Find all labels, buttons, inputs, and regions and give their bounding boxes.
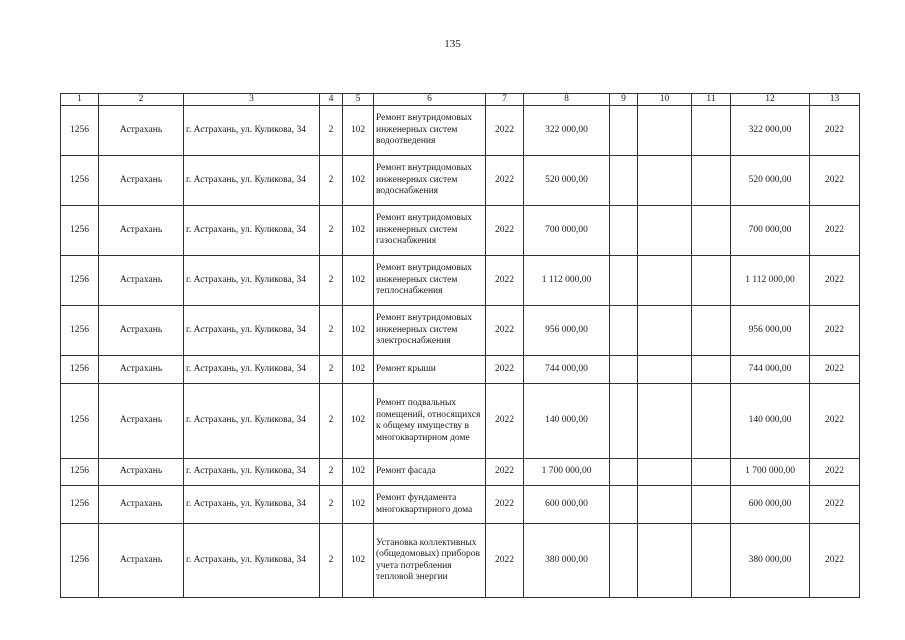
row-number-cell: 1256 (61, 256, 99, 306)
empty-cell (638, 256, 692, 306)
completion-year-cell: 2022 (810, 156, 860, 206)
address-cell: г. Астрахань, ул. Куликова, 34 (184, 106, 320, 156)
code-cell: 102 (343, 256, 374, 306)
cost-cell: 700 000,00 (524, 206, 610, 256)
code-cell: 102 (343, 459, 374, 486)
address-cell: г. Астрахань, ул. Куликова, 34 (184, 459, 320, 486)
year-cell: 2022 (486, 306, 524, 356)
total-cost-cell: 700 000,00 (731, 206, 810, 256)
table-row (61, 356, 860, 384)
city-cell: Астрахань (99, 356, 184, 384)
empty-cell (692, 524, 731, 598)
empty-cell (692, 206, 731, 256)
completion-year-cell: 2022 (810, 486, 860, 524)
empty-cell (610, 384, 638, 459)
year-cell: 2022 (486, 356, 524, 384)
work-type-cell: Ремонт подвальных помещений, относящихся к общему имуществу в многоквартирном доме (374, 384, 486, 459)
cost-cell: 322 000,00 (524, 106, 610, 156)
work-type-cell: Ремонт внутридомовых инженерных систем водоотведения (374, 106, 486, 156)
work-type-cell: Ремонт внутридомовых инженерных систем электроснабжения (374, 306, 486, 356)
cost-cell: 744 000,00 (524, 356, 610, 384)
column-header: 6 (374, 94, 486, 106)
row-number-cell: 1256 (61, 459, 99, 486)
total-cost-cell: 744 000,00 (731, 356, 810, 384)
data-table (60, 93, 860, 598)
empty-cell (638, 486, 692, 524)
city-cell: Астрахань (99, 106, 184, 156)
column-header: 12 (731, 94, 810, 106)
total-cost-cell: 140 000,00 (731, 384, 810, 459)
row-number-cell: 1256 (61, 356, 99, 384)
empty-cell (610, 256, 638, 306)
empty-cell (610, 206, 638, 256)
city-cell: Астрахань (99, 486, 184, 524)
table-row (61, 459, 860, 486)
completion-year-cell: 2022 (810, 356, 860, 384)
row-number-cell: 1256 (61, 206, 99, 256)
table-row (61, 106, 860, 156)
total-cost-cell: 322 000,00 (731, 106, 810, 156)
cost-cell: 1 700 000,00 (524, 459, 610, 486)
address-cell: г. Астрахань, ул. Куликова, 34 (184, 156, 320, 206)
empty-cell (692, 356, 731, 384)
total-cost-cell: 520 000,00 (731, 156, 810, 206)
column-header: 11 (692, 94, 731, 106)
completion-year-cell: 2022 (810, 106, 860, 156)
year-cell: 2022 (486, 384, 524, 459)
year-cell: 2022 (486, 156, 524, 206)
empty-cell (638, 106, 692, 156)
building-cell: 2 (320, 459, 343, 486)
building-cell: 2 (320, 256, 343, 306)
empty-cell (692, 306, 731, 356)
code-cell: 102 (343, 486, 374, 524)
building-cell: 2 (320, 384, 343, 459)
empty-cell (610, 486, 638, 524)
row-number-cell: 1256 (61, 106, 99, 156)
completion-year-cell: 2022 (810, 256, 860, 306)
code-cell: 102 (343, 524, 374, 598)
code-cell: 102 (343, 106, 374, 156)
building-cell: 2 (320, 206, 343, 256)
cost-cell: 600 000,00 (524, 486, 610, 524)
year-cell: 2022 (486, 486, 524, 524)
completion-year-cell: 2022 (810, 206, 860, 256)
cost-cell: 956 000,00 (524, 306, 610, 356)
completion-year-cell: 2022 (810, 384, 860, 459)
row-number-cell: 1256 (61, 306, 99, 356)
address-cell: г. Астрахань, ул. Куликова, 34 (184, 306, 320, 356)
total-cost-cell: 1 700 000,00 (731, 459, 810, 486)
empty-cell (638, 156, 692, 206)
year-cell: 2022 (486, 459, 524, 486)
year-cell: 2022 (486, 256, 524, 306)
total-cost-cell: 600 000,00 (731, 486, 810, 524)
city-cell: Астрахань (99, 459, 184, 486)
column-header: 9 (610, 94, 638, 106)
column-header: 10 (638, 94, 692, 106)
building-cell: 2 (320, 106, 343, 156)
address-cell: г. Астрахань, ул. Куликова, 34 (184, 256, 320, 306)
empty-cell (638, 384, 692, 459)
cost-cell: 140 000,00 (524, 384, 610, 459)
building-cell: 2 (320, 156, 343, 206)
code-cell: 102 (343, 384, 374, 459)
work-type-cell: Установка коллективных (общедомовых) приборов учета потребления тепловой энергии (374, 524, 486, 598)
year-cell: 2022 (486, 206, 524, 256)
total-cost-cell: 380 000,00 (731, 524, 810, 598)
cost-cell: 1 112 000,00 (524, 256, 610, 306)
empty-cell (610, 356, 638, 384)
empty-cell (638, 459, 692, 486)
row-number-cell: 1256 (61, 384, 99, 459)
address-cell: г. Астрахань, ул. Куликова, 34 (184, 356, 320, 384)
work-type-cell: Ремонт внутридомовых инженерных систем газоснабжения (374, 206, 486, 256)
city-cell: Астрахань (99, 524, 184, 598)
city-cell: Астрахань (99, 256, 184, 306)
table-row (61, 156, 860, 206)
empty-cell (610, 524, 638, 598)
table-row (61, 524, 860, 598)
city-cell: Астрахань (99, 306, 184, 356)
table-row (61, 206, 860, 256)
completion-year-cell: 2022 (810, 524, 860, 598)
empty-cell (692, 106, 731, 156)
building-cell: 2 (320, 306, 343, 356)
building-cell: 2 (320, 356, 343, 384)
column-header: 4 (320, 94, 343, 106)
column-header: 3 (184, 94, 320, 106)
city-cell: Астрахань (99, 156, 184, 206)
row-number-cell: 1256 (61, 156, 99, 206)
table-row (61, 384, 860, 459)
empty-cell (610, 306, 638, 356)
table-body (61, 106, 860, 598)
address-cell: г. Астрахань, ул. Куликова, 34 (184, 384, 320, 459)
empty-cell (692, 256, 731, 306)
empty-cell (638, 524, 692, 598)
city-cell: Астрахань (99, 206, 184, 256)
total-cost-cell: 1 112 000,00 (731, 256, 810, 306)
empty-cell (692, 486, 731, 524)
code-cell: 102 (343, 156, 374, 206)
empty-cell (610, 459, 638, 486)
completion-year-cell: 2022 (810, 306, 860, 356)
table-row (61, 486, 860, 524)
work-type-cell: Ремонт фундамента многоквартирного дома (374, 486, 486, 524)
row-number-cell: 1256 (61, 486, 99, 524)
empty-cell (638, 206, 692, 256)
address-cell: г. Астрахань, ул. Куликова, 34 (184, 486, 320, 524)
cost-cell: 520 000,00 (524, 156, 610, 206)
empty-cell (692, 459, 731, 486)
empty-cell (638, 306, 692, 356)
completion-year-cell: 2022 (810, 459, 860, 486)
empty-cell (692, 156, 731, 206)
building-cell: 2 (320, 524, 343, 598)
work-type-cell: Ремонт внутридомовых инженерных систем теплоснабжения (374, 256, 486, 306)
code-cell: 102 (343, 306, 374, 356)
row-number-cell: 1256 (61, 524, 99, 598)
code-cell: 102 (343, 356, 374, 384)
year-cell: 2022 (486, 524, 524, 598)
table-row (61, 256, 860, 306)
column-header: 8 (524, 94, 610, 106)
city-cell: Астрахань (99, 384, 184, 459)
column-header: 2 (99, 94, 184, 106)
work-type-cell: Ремонт крыши (374, 356, 486, 384)
table-header-row (61, 94, 860, 106)
column-header: 7 (486, 94, 524, 106)
year-cell: 2022 (486, 106, 524, 156)
cost-cell: 380 000,00 (524, 524, 610, 598)
empty-cell (692, 384, 731, 459)
total-cost-cell: 956 000,00 (731, 306, 810, 356)
empty-cell (638, 356, 692, 384)
column-header: 1 (61, 94, 99, 106)
column-header: 13 (810, 94, 860, 106)
work-type-cell: Ремонт фасада (374, 459, 486, 486)
column-header: 5 (343, 94, 374, 106)
table-row (61, 306, 860, 356)
address-cell: г. Астрахань, ул. Куликова, 34 (184, 206, 320, 256)
building-cell: 2 (320, 486, 343, 524)
address-cell: г. Астрахань, ул. Куликова, 34 (184, 524, 320, 598)
page-number: 135 (444, 38, 461, 50)
code-cell: 102 (343, 206, 374, 256)
empty-cell (610, 106, 638, 156)
work-type-cell: Ремонт внутридомовых инженерных систем водоснабжения (374, 156, 486, 206)
empty-cell (610, 156, 638, 206)
